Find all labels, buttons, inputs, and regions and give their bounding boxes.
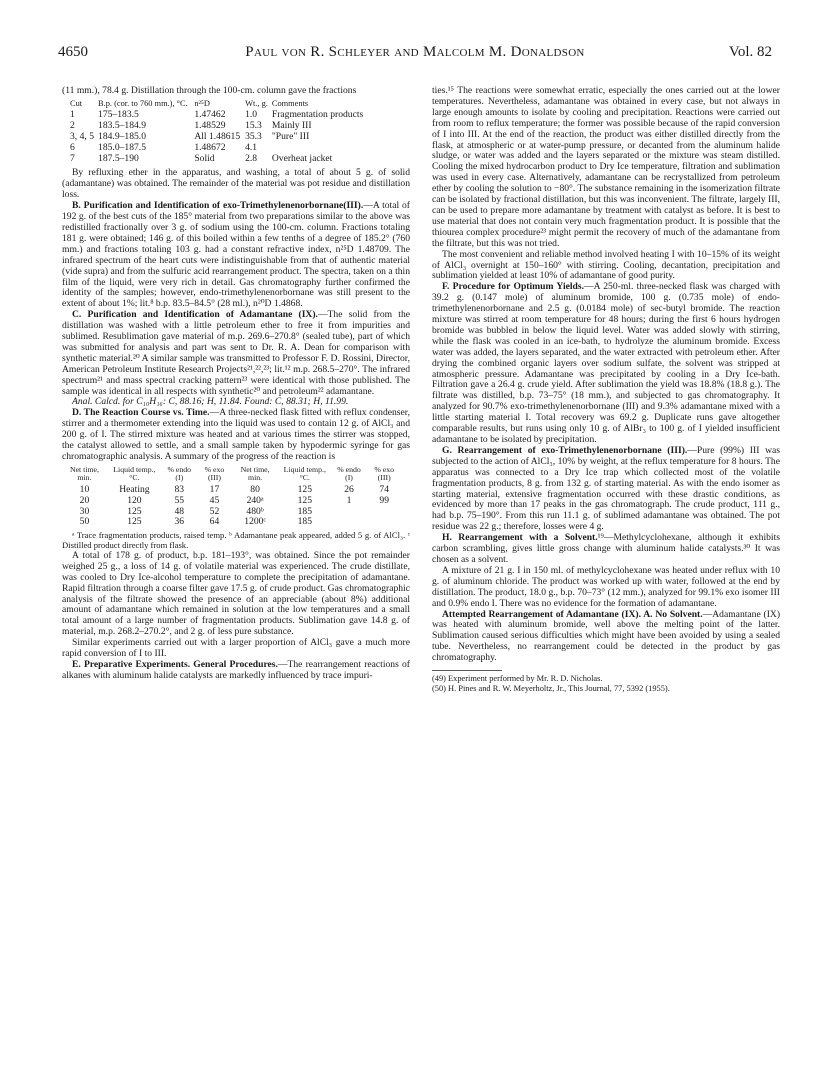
col-header-cut: Cut [70,98,83,108]
table-cell: 6 [70,141,75,153]
table-cell: 183.5–184.9 [98,119,146,131]
similar-paragraph: Similar experiments carried out with a larger proportion of AlCl₃ gave a much more rapid conversion of I to III. [62,637,410,660]
table-cell: 1.48672 [194,141,226,153]
section-f-text: —A 250-ml. three-necked flask was charged with 39.2 g. (0.147 mole) of aluminum bromide, 100 g. (0.735 mole) of endo-trimethylenenorbornane and 2.5 g. (0.0184 mole) of sec-butyl bromide. The reaction mixture was stirred at room temperature for 48 hours; during the first 6 hours hydrogen bromide was bubbled in below the liquid level. Water was added slowly with stirring, while the flask was cooled in an ice-bath, to hydrolyze the aluminum bromide. Excess water was added, the layers separated, and the water extracted with petroleum ether. After drying the combined organic layers over sodium sulfate, the solvent was stripped at atmospheric pressure. Adamantane was precipitated by cooling in a Dry Ice-bath. Filtration gave a 26.4 g. crude yield. After sublimation the yield was 18.8% (18.8 g.). The filtrate was distilled, b.p. 73–75° (18 mm.), and subjected to gas chromatography. It analyzed for 90.7% exo-trimethylenenorbornane (III) and 9.3% adamantane mixed with a little starting material I. Total recovery was 69.2 g. Duplicate runs gave altogether comparable results, but runs using only 10 g. of AlBr₃ to 100 g. of I yielded insufficient adamantane to be isolated by precipitation. [432,281,781,445]
table-cell [366,507,402,518]
section-h-heading: H. Rearrangement with a Solvent. [442,532,598,544]
section-d-paragraph [62,408,410,463]
section-h-text: ¹⁹—Methylcyclohexane, although it exhibits carbon scrambling, gives little gross change with aluminum halide catalysts.³⁰ It was chosen as a solvent. [432,532,780,565]
table-cell [272,143,370,154]
col-header: Net time, min. [240,464,270,483]
table-cell: 20 [79,494,90,506]
section-g-heading: G. Rearrangement of exo-Trimethylenenorbornane (III). [442,444,688,456]
table-cell: 1.0 [245,108,258,120]
col-header: % exo (III) [204,464,225,483]
section-d-heading: D. The Reaction Course vs. Time. [72,407,210,419]
table-cell: 125 [297,483,312,495]
table-footnotes: ᵃ Trace fragmentation products, raised temp. ᵇ Adamantane peak appeared, added 5 g. of AlCl₃. ᶜ Distilled product directly from flask. [62,530,410,551]
table-cell: 480ᵇ [246,505,264,517]
table-cell: 1 [70,108,75,120]
section-d-text: —A three-necked flask fitted with reflux condenser, stirrer and a thermometer extending into the liquid was used to contain 12 g. of AlCl₃ and 200 g. of I. The stirred mixture was heated and at various times the stirrer was stopped, the catalyst allowed to settle, and a small sample taken by hypodermic syringe for gas chromatographic analysis. A summary of the progress of the reaction is [62,407,410,462]
fractions-table [70,99,370,165]
table-row [62,507,402,518]
table-header-row [62,466,402,485]
right-column [432,86,780,694]
col-header-refractive-index: n²⁵D [194,98,210,108]
section-c-text: —The solid from the distillation was washed with a little petroleum ether to free it from impurities and sublimed. Resublimation gave material of m.p. 269.6–270.8° (sealed tube), part of which was submitted for analysis and part was sent to Dr. R. A. Dean for comparison with synthetic material.²⁰ A similar sample was transmitted to Professor F. D. Rossini, Director, American Petroleum Institute Research Projects²¹,²²,²³; lit.¹² m.p. 268.5–270°. The infrared spectrum²¹ and mass spectral cracking pattern²³ were identical with those published. The sample was identical in all respects with synthetic²⁰ and petroleum²² adamantane. [62,309,410,397]
footnotes [432,674,780,694]
table-cell: 45 [209,494,220,506]
section-g-text: —Pure (99%) III was subjected to the action of AlCl₃, 10% by weight, at the reflux temperature for 8 hours. The apparatus was connected to a Dry Ice trap which collected most of the volatile fragmentation products, 8 g. from 132 g. of starting material. As with the endo isomer as starting material, extensive fragmentation occurred with these drastic conditions, as evidenced by more than 17 peaks in the gas chromatograph. The crude product, 111 g., had b.p. 75–190°. From this run 11.1 g. of sublimed adamantane was obtained. The pot residue was 22 g.; therefore, losses were 4 g. [432,444,780,533]
col-header-weight: Wt., g. [245,98,268,108]
section-e-text: —The rearrangement reactions of alkanes with aluminum halide catalysts are markedly influenced by trace impuri- [62,659,411,681]
table-cell: 26 [344,483,354,495]
table-cell: Solid [194,152,215,164]
table-cell: 184.9–185.0 [98,130,146,142]
left-column [62,86,410,682]
table-cell: 80 [250,483,260,495]
table-cell: 185.0–187.5 [98,141,146,153]
table-cell: 3, 4, 5 [70,130,94,142]
table-cell: 2 [70,119,75,131]
table-cell: 7 [70,152,75,164]
col-header: Liquid temp., °C. [283,464,326,483]
table-cell: 1.47462 [194,108,226,120]
table-row [70,132,370,143]
table-cell: All 1.48615 [194,130,241,142]
table-row [62,517,402,528]
table-cell: 1 [346,494,352,506]
attempted-text: —Adamantane (IX) was heated with aluminum bromide, well above the melting point of the latter. Sublimation caused serious difficulties which might have been avoided by using a sealed tube. Nevertheless, no rearrangement could be detected in the product by gas chromatography. [432,608,781,664]
section-e-heading: E. Preparative Experiments. General Procedures. [72,659,278,670]
table-cell: 125 [127,505,142,517]
page-header [58,44,772,66]
table-cell: 48 [174,505,185,517]
reaction-progress-table [62,466,402,528]
table-cell: 15.3 [245,119,262,131]
col-header: % exo (III) [374,464,395,483]
col-header-comments: Comments [271,98,309,108]
col-header-bp: B.p. (cor. to 760 mm.), °C. [98,98,188,108]
table-cell: 83 [174,483,185,495]
footnote-49: (49) Experiment performed by Mr. R. D. Nicholas. [432,674,603,684]
table-cell: Mainly III [271,119,312,131]
table-cell: "Pure" III [271,130,310,142]
col-header: Liquid temp., °C. [113,464,156,483]
table-cell: 175–183.5 [98,108,139,120]
page-number: 4650 [58,44,88,60]
table-cell: 55 [174,494,185,506]
running-title: Paul von R. Schleyer and Malcolm M. Donaldson [245,44,585,60]
section-c-heading: C. Purification and Identification of Adamantane (IX). [72,309,318,321]
reflux-paragraph: By refluxing ether in the apparatus, and washing, a total of about 5 g. of solid (adamantane) was obtained. The remainder of the material was pot residue and distillation loss. [62,167,410,201]
table-cell: 2.8 [245,152,258,164]
table-cell: 187.5–190 [98,152,139,164]
attempted-rearrangement-paragraph [432,610,780,665]
table-cell: 185 [297,505,312,517]
section-b-paragraph [62,201,410,310]
attempted-heading: Attempted Rearrangement of Adamantane (IX). A. No Solvent. [442,608,703,620]
table-cell: 240ᵃ [246,494,264,506]
table-row [62,496,402,507]
continued-paragraph: ties.¹⁵ The reactions were somewhat erratic, especially the ones carried out at the lower temperatures. Nevertheless, adamantane was obtained in every case, but not always in large enough amounts to isolate by cooling and precipitation. Reactions were carried out from room to reflux temperature; the former was possible because of the rapid conversion of I into III. At the end of the reaction, the product was either distilled directly from the flask, at atmospheric or at water-pump pressure, or decanted from the aluminum halide sludge, or water was added and the layers separated or the mixture was steam distilled. Cooling the mixed hydrocarbon product to Dry Ice temperature, filtration and sublimation was used in every case. Alternatively, adamantane can be recrystallized from petroleum ether by cooling the solution to −80°. The substance remaining in the isomerization filtrate can be isolated by fractional distillation, but this was inconvenient. The filtrate, largely III, can be used to prepare more adamantane by treatment with catalyst as before. It is best to use material that does not contain very much fragmentation product. It is possible that the thiourea complex procedure²³ might permit the recovery of much of the adamantane from the filtrate, but this was not tried. [432,85,780,249]
section-f-paragraph [432,282,780,446]
footnote-divider [432,670,502,671]
table-cell: 36 [174,516,185,528]
table-cell [332,517,367,528]
col-header: % endo (I) [337,464,361,483]
mixture-paragraph: A mixture of 21 g. I in 150 ml. of methylcyclohexane was heated under reflux with 10 g. of aluminum chloride. The product was worked up with water, followed at the end by distillation. The product, 18.0 g., b.p. 70–73° (12 mm.), analyzed for 99.1% exo isomer III and 0.9% endo I. There was no evidence for the formation of adamantane. [432,564,780,609]
table-cell: 125 [297,494,312,506]
section-e-paragraph [62,660,410,682]
table-row [70,143,370,154]
total-paragraph: A total of 178 g. of product, b.p. 181–193°, was obtained. Since the pot remainder weighed 25 g., a loss of 14 g. of volatile material was experienced. The crude distillate, was cooled to Dry Ice-alcohol temperature to complete the precipitation of adamantane. Rapid filtration through a coarse filter gave 17.5 g. of crude product. Gas chromatographic analysis of the filtrate showed the presence of an appreciable (about 8%) additional amount of adamantane which remained in solution at the low temperatures and a small total amount of a large number of fragmentation products. Sublimation gave 14.8 g. of material, m.p. 268.2–270.2°, and 2 g. of less pure substance. [62,549,410,638]
table-cell: 10 [79,483,90,495]
table-cell: 30 [79,505,90,517]
section-g-paragraph [432,446,780,533]
table-cell: Fragmentation products [271,108,364,120]
section-b-text: —A total of 192 g. of the best cuts of the 185° material from two preparations similar to the above was redistilled fractionally over 3 g. of sodium using the 100-cm. column. Fractions totaling 181 g. were obtained; 146 g. of this boiled within a few tenths of a degree of 185.2° (760 mm.) and fractions totaling 103 g. had a constant refractive index, n²⁵D 1.48709. The infrared spectrum of the heart cuts were indistinguishable from that of authentic material (vide supra) and from the sulfuric acid rearrangement product. The spectra, taken on a thin film of the liquid, were very rich in detail. Gas chromatography further confirmed the identity of the samples; however, endo-trimethylenenorbornane was still present to the extent of about 1%; lit.⁸ b.p. 83.5–84.5° (28 ml.), n²⁰D 1.4868. [62,200,410,310]
table-row [70,154,370,165]
table-cell: Heating [119,483,150,495]
section-c-paragraph [62,310,410,397]
table-cell: 1200ᶜ [244,516,266,528]
analysis-line: Anal. Calcd. for C₁₀H₁₆: C, 88.16; H, 11.84. Found: C, 88.31; H, 11.99. [72,396,349,408]
volume-label: Vol. 82 [728,44,772,60]
table-cell [366,517,402,528]
table-cell: 4.1 [245,141,258,153]
col-header: % endo (I) [167,464,192,483]
table-cell: 64 [209,516,220,528]
table-cell: 99 [379,494,389,506]
table-cell: 74 [379,483,389,495]
table-cell: Overheat jacket [271,152,333,164]
intro-paragraph: (11 mm.), 78.4 g. Distillation through the 100-cm. column gave the fractions [62,85,357,96]
col-header: Net time, min. [69,464,99,483]
table-row [62,485,402,496]
section-h-paragraph [432,533,780,566]
table-cell: 17 [209,483,220,495]
table-cell: 120 [127,494,142,506]
table-cell: 125 [127,516,142,528]
table-cell: 35.3 [245,130,262,142]
table-cell: 50 [79,516,90,528]
footnote-50: (50) H. Pines and R. W. Meyerholtz, Jr., This Journal, 77, 5392 (1955). [432,683,670,693]
table-cell: 1.48529 [194,119,226,131]
convenient-method-paragraph: The most convenient and reliable method involved heating I with 10–15% of its weight of AlCl₃ overnight at 150–160° with stirring. Cooling, decantation, precipitation and sublimation yielded at least 10% of adamantane of good purity. [432,248,780,282]
section-f-heading: F. Procedure for Optimum Yields. [442,281,585,293]
table-cell [332,507,367,518]
table-cell: 185 [297,516,312,528]
section-b-heading: B. Purification and Identification of exo-Trimethylenenorbornane(III). [72,200,364,212]
table-cell: 52 [209,505,220,517]
